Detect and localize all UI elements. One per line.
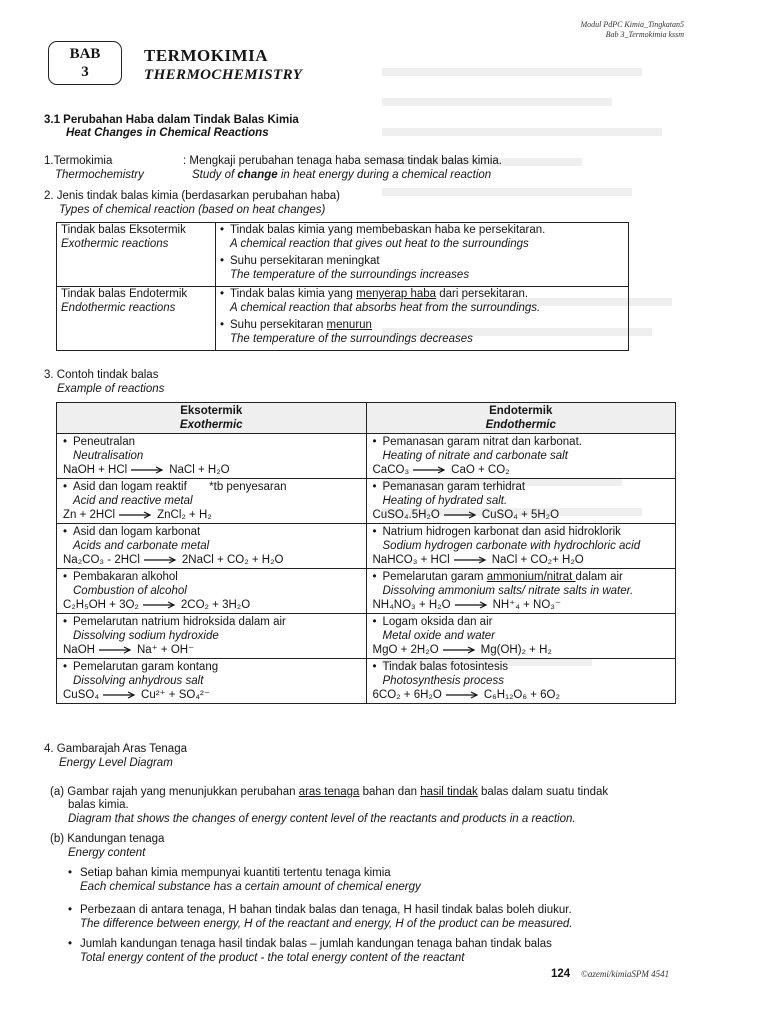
example-name: Pemanasan garam terhidrat (382, 481, 526, 493)
reaction-types-label-en: Types of chemical reaction (based on heat changes) (59, 204, 326, 216)
desc-text-en: A chemical reaction that gives out heat to the surroundings (230, 237, 529, 250)
example-name-en: Dissolving anhydrous salt (73, 675, 204, 687)
equation-left: NH₄NO₃ + H₂O (372, 599, 451, 611)
module-line-2: Bab 3_Termokimia kssm (605, 30, 684, 39)
endothermic-example: • Pemanasan garam terhidrat Heating of hydrated salt. CuSO₄.5H₂O CuSO₄ + 5H₂O (366, 479, 676, 524)
chemical-equation (373, 598, 670, 612)
reaction-arrow-icon (103, 691, 137, 699)
example-name-en: Acids and carbonate metal (73, 540, 210, 552)
example-name-text: Asid dan logam reaktif (73, 481, 187, 493)
bullet-text: Setiap bahan kimia mempunyai kuantiti tertentu tenaga kimia (80, 867, 391, 879)
part-a-pre: (a) Gambar rajah yang menunjukkan perubahan (50, 786, 299, 798)
example-name-en: Dissolving sodium hydroxide (73, 630, 219, 642)
example-name (383, 570, 623, 584)
chapter-badge (48, 41, 122, 85)
example-note: *tb penyesaran (209, 481, 287, 493)
section-heading: 3.1 Perubahan Haba dalam Tindak Balas Kimia (44, 114, 299, 126)
reaction-arrow-icon (143, 601, 177, 609)
exothermic-example: • Pemelarutan natrium hidroksida dalam air Dissolving sodium hydroxide NaOH Na⁺ + OH⁻ (57, 614, 367, 659)
chemical-equation (63, 508, 360, 522)
type-label: Tindak balas Endotermik (61, 288, 188, 300)
endothermic-example: • Logam oksida dan air Metal oxide and water MgO + 2H₂O Mg(OH)₂ + H₂ (366, 614, 676, 659)
endothermic-example: • Natrium hidrogen karbonat dan asid hidroklorik Sodium hydrogen carbonate with hydrochloric acid NaHCO₃ + HCl NaCl + CO₂+ H₂O (366, 524, 676, 569)
example-name-en: Metal oxide and water (382, 630, 496, 642)
example-name: Pemelarutan garam kontang (73, 661, 219, 673)
chemical-equation (63, 643, 360, 657)
part-a-post: balas dalam suatu tindak (477, 786, 609, 798)
chemical-equation (63, 463, 360, 477)
term-definition: : Mengkaji perubahan tenaga haba semasa tindak balas kimia. (183, 155, 503, 167)
chemical-equation (373, 508, 670, 522)
list-item: • Suhu persekitaran meningkat (220, 255, 380, 267)
part-b-text: (b) Kandungan tenaga (50, 833, 165, 845)
example-name: Natrium hidrogen karbonat dan asid hidroklorik (382, 526, 621, 538)
chemical-equation (63, 553, 360, 567)
equation-left: C₂H₅OH + 3O₂ (63, 599, 139, 611)
header-label-en: Exothermic (179, 419, 243, 431)
list-item: • Tindak balas kimia yang menyerap haba dari persekitaran. (220, 288, 529, 300)
example-name-en: Neutralisation (73, 450, 144, 462)
part-b-text-en: Energy content (68, 847, 146, 859)
bullet-text-en: Each chemical substance has a certain amount of chemical energy (80, 881, 421, 893)
reaction-arrow-icon (144, 556, 178, 564)
equation-left: MgO + 2H₂O (372, 644, 439, 656)
energy-bullet: • Setiap bahan kimia mempunyai kuantiti tertentu tenaga kimia Each chemical substance has a certain amount of chemical energy (68, 867, 421, 893)
reaction-examples-label: 3. Contoh tindak balas (44, 369, 159, 381)
desc-text-en: The temperature of the surroundings decreases (230, 332, 473, 345)
part-a-mid: bahan dan (359, 786, 421, 798)
desc-text (230, 319, 372, 333)
reaction-examples-label-en: Example of reactions (57, 383, 165, 395)
exothermic-desc-cell (216, 223, 629, 287)
chemical-equation (373, 688, 670, 702)
exothermic-example: • Peneutralan Neutralisation NaOH + HCl NaCl + H₂O (57, 434, 367, 479)
energy-diagram-label: 4. Gambarajah Aras Tenaga (44, 743, 187, 755)
term-thermochemistry-en: Thermochemistry (55, 169, 144, 181)
table-header-row (57, 403, 676, 434)
module-reference (580, 20, 684, 40)
chemical-equation (63, 598, 360, 612)
example-name-en: Combustion of alcohol (73, 585, 187, 597)
endothermic-header (366, 403, 676, 434)
reaction-arrow-icon (446, 691, 480, 699)
equation-left: NaHCO₃ + HCl (372, 554, 450, 566)
example-name: Tindak balas fotosintesis (382, 661, 509, 673)
example-name-en: Heating of nitrate and carbonate salt (382, 450, 568, 462)
def-en-post: in heat energy during a chemical reaction (277, 169, 492, 181)
endothermic-example: • Pemanasan garam nitrat dan karbonat. Heating of nitrate and carbonate salt CaCO₃ CaO + CO₂ (366, 434, 676, 479)
table-row (57, 287, 629, 351)
equation-right: CuSO₄ + 5H₂O (481, 509, 560, 521)
equation-right: Cu²⁺ + SO₄²⁻ (141, 689, 210, 701)
example-name-en: Sodium hydrogen carbonate with hydrochloric acid (382, 540, 641, 552)
endothermic-example: • Pemelarutan garam ammonium/nitrat dalam air Dissolving ammonium salts/ nitrate salts in water. NH₄NO₃ + H₂O NH⁺₄ + NO₃⁻ (366, 569, 676, 614)
reaction-arrow-icon (413, 466, 447, 474)
energy-bullet: • Perbezaan di antara tenaga, H bahan tindak balas dan tenaga, H hasil tindak balas boleh diukur. The difference between energy, H of the reactant and energy, H of the product can be measured. (68, 904, 573, 930)
desc-text: Tindak balas kimia yang membebaskan haba ke persekitaran. (230, 224, 546, 236)
example-name-en: Dissolving ammonium salts/ nitrate salts in water. (382, 585, 634, 597)
equation-right: ZnCl₂ + H₂ (157, 509, 212, 521)
example-name: Logam oksida dan air (382, 616, 493, 628)
table-row (57, 434, 676, 479)
def-en-bold: change (237, 169, 278, 181)
page-number: 124 (551, 968, 571, 980)
reaction-types-table (56, 222, 629, 351)
equation-left: NaOH + HCl (63, 464, 128, 476)
reaction-arrow-icon (119, 511, 153, 519)
example-name-en: Heating of hydrated salt. (382, 495, 508, 507)
endothermic-example: • Tindak balas fotosintesis Photosynthesis process 6CO₂ + 6H₂O C₆H₁₂O₆ + 6O₂ (366, 659, 676, 704)
part-a-underlined-2: hasil tindak (420, 786, 478, 798)
example-name (73, 480, 287, 494)
equation-left: Na₂CO₃ - 2HCl (63, 554, 140, 566)
type-label: Tindak balas Eksotermik (61, 224, 186, 236)
def-en-pre: Study of (192, 169, 238, 181)
desc-text-pre: Suhu persekitaran (230, 319, 327, 331)
exothermic-example: • Pembakaran alkohol Combustion of alcohol C₂H₅OH + 3O₂ 2CO₂ + 3H₂O (57, 569, 367, 614)
part-a-text-en: Diagram that shows the changes of energy content level of the reactants and products in a reaction. (68, 813, 576, 825)
endothermic-desc-cell (216, 287, 629, 351)
equation-left: CaCO₃ (372, 464, 410, 476)
part-a-text (50, 785, 608, 799)
part-a-text-line2: balas kimia. (68, 799, 129, 811)
chapter-badge-label: BAB (69, 46, 101, 62)
chemical-equation (373, 643, 670, 657)
energy-diagram-label-en: Energy Level Diagram (59, 757, 173, 769)
equation-left: CuSO₄ (63, 689, 100, 701)
type-label-en: Endothermic reactions (61, 301, 176, 314)
table-row (57, 614, 676, 659)
bullet-text: Perbezaan di antara tenaga, H bahan tindak balas dan tenaga, H hasil tindak balas boleh diukur. (80, 904, 572, 916)
reaction-arrow-icon (444, 511, 478, 519)
bullet-text-en: The difference between energy, H of the reactant and energy, H of the product can be measured. (80, 918, 573, 930)
list-item: • Tindak balas kimia yang membebaskan haba ke persekitaran. (220, 224, 546, 236)
desc-text (230, 288, 528, 302)
bullet-text-en: Total energy content of the product - the total energy content of the reactant (80, 952, 465, 964)
desc-text-pre: Tindak balas kimia yang (230, 288, 357, 300)
exothermic-example: • Pemelarutan garam kontang Dissolving anhydrous salt CuSO₄ Cu²⁺ + SO₄²⁻ (57, 659, 367, 704)
chapter-subtitle: THERMOCHEMISTRY (144, 67, 303, 83)
example-name-pre: Pemelarutan garam (382, 571, 487, 583)
equation-left: NaOH (63, 644, 95, 656)
desc-text-post: dari persekitaran. (436, 288, 529, 300)
reaction-examples-table (56, 402, 676, 704)
module-line-1: Modul PdPC Kimia_Tingkatan5 (580, 20, 684, 29)
endothermic-type-cell (57, 287, 216, 351)
part-a-underlined-1: aras tenaga (298, 786, 360, 798)
equation-left: Zn + 2HCl (63, 509, 116, 521)
equation-right: Na⁺ + OH⁻ (136, 644, 195, 656)
equation-right: C₆H₁₂O₆ + 6O₂ (483, 689, 560, 701)
example-name-en: Acid and reactive metal (73, 495, 193, 507)
desc-text-underlined: menyerap haba (356, 288, 437, 300)
type-label-en: Exothermic reactions (61, 237, 169, 250)
example-name-post: dalam air (575, 571, 623, 583)
equation-right: 2CO₂ + 3H₂O (180, 599, 251, 611)
list-item: • Suhu persekitaran menurun (220, 319, 372, 331)
desc-text-en: A chemical reaction that absorbs heat from the surroundings. (230, 301, 541, 314)
author-mark: ©azemi/kimiaSPM 4541 (581, 969, 670, 979)
section-heading-en: Heat Changes in Chemical Reactions (66, 127, 269, 139)
desc-text-underlined: menurun (326, 319, 372, 331)
reaction-arrow-icon (99, 646, 133, 654)
example-name: Pemelarutan natrium hidroksida dalam air (73, 616, 286, 628)
table-row (57, 524, 676, 569)
exothermic-example: • Asid dan logam reaktif *tb penyesaran Acid and reactive metal Zn + 2HCl ZnCl₂ + H₂ (57, 479, 367, 524)
reaction-arrow-icon (454, 556, 488, 564)
example-name: Pemanasan garam nitrat dan karbonat. (382, 436, 582, 448)
example-name-en: Photosynthesis process (382, 675, 504, 687)
table-row (57, 569, 676, 614)
equation-right: CaO + CO₂ (451, 464, 510, 476)
reaction-arrow-icon (443, 646, 477, 654)
example-name: Asid dan logam karbonat (73, 526, 201, 538)
reaction-types-label: 2. Jenis tindak balas kimia (berdasarkan perubahan haba) (44, 190, 340, 202)
equation-left: CuSO₄.5H₂O (372, 509, 440, 521)
equation-right: NaCl + CO₂+ H₂O (491, 554, 584, 566)
bullet-text: Jumlah kandungan tenaga hasil tindak balas – jumlah kandungan tenaga bahan tindak balas (80, 938, 552, 950)
term-thermochemistry: 1.Termokimia (44, 155, 113, 167)
exothermic-header (57, 403, 367, 434)
example-name: Peneutralan (73, 436, 136, 448)
equation-right: NH⁺₄ + NO₃⁻ (492, 599, 562, 611)
table-row (57, 479, 676, 524)
chapter-badge-number: 3 (81, 64, 89, 80)
desc-text-en: The temperature of the surroundings increases (230, 268, 470, 281)
exothermic-example: • Asid dan logam karbonat Acids and carbonate metal Na₂CO₃ - 2HCl 2NaCl + CO₂ + H₂O (57, 524, 367, 569)
chemical-equation (63, 688, 360, 702)
term-definition-en (192, 168, 491, 182)
table-row (57, 659, 676, 704)
example-name-underlined: ammonium/nitrat (486, 571, 576, 583)
table-row (57, 223, 629, 287)
chemical-equation (373, 553, 670, 567)
equation-right: 2NaCl + CO₂ + H₂O (181, 554, 284, 566)
desc-text: Suhu persekitaran meningkat (230, 255, 380, 267)
equation-right: NaCl + H₂O (169, 464, 230, 476)
energy-bullet: • Jumlah kandungan tenaga hasil tindak balas – jumlah kandungan tenaga bahan tindak balas Total energy content of the product - the total energy content of the reactant (68, 938, 552, 964)
header-label: Endotermik (489, 405, 553, 417)
reaction-arrow-icon (455, 601, 489, 609)
reaction-arrow-icon (131, 466, 165, 474)
exothermic-type-cell (57, 223, 216, 287)
equation-left: 6CO₂ + 6H₂O (372, 689, 442, 701)
chapter-title: TERMOKIMIA (144, 46, 268, 65)
equation-right: Mg(OH)₂ + H₂ (480, 644, 552, 656)
chemical-equation (373, 463, 670, 477)
example-name: Pembakaran alkohol (73, 571, 178, 583)
header-label-en: Endothermic (485, 419, 556, 431)
header-label: Eksotermik (180, 405, 243, 417)
